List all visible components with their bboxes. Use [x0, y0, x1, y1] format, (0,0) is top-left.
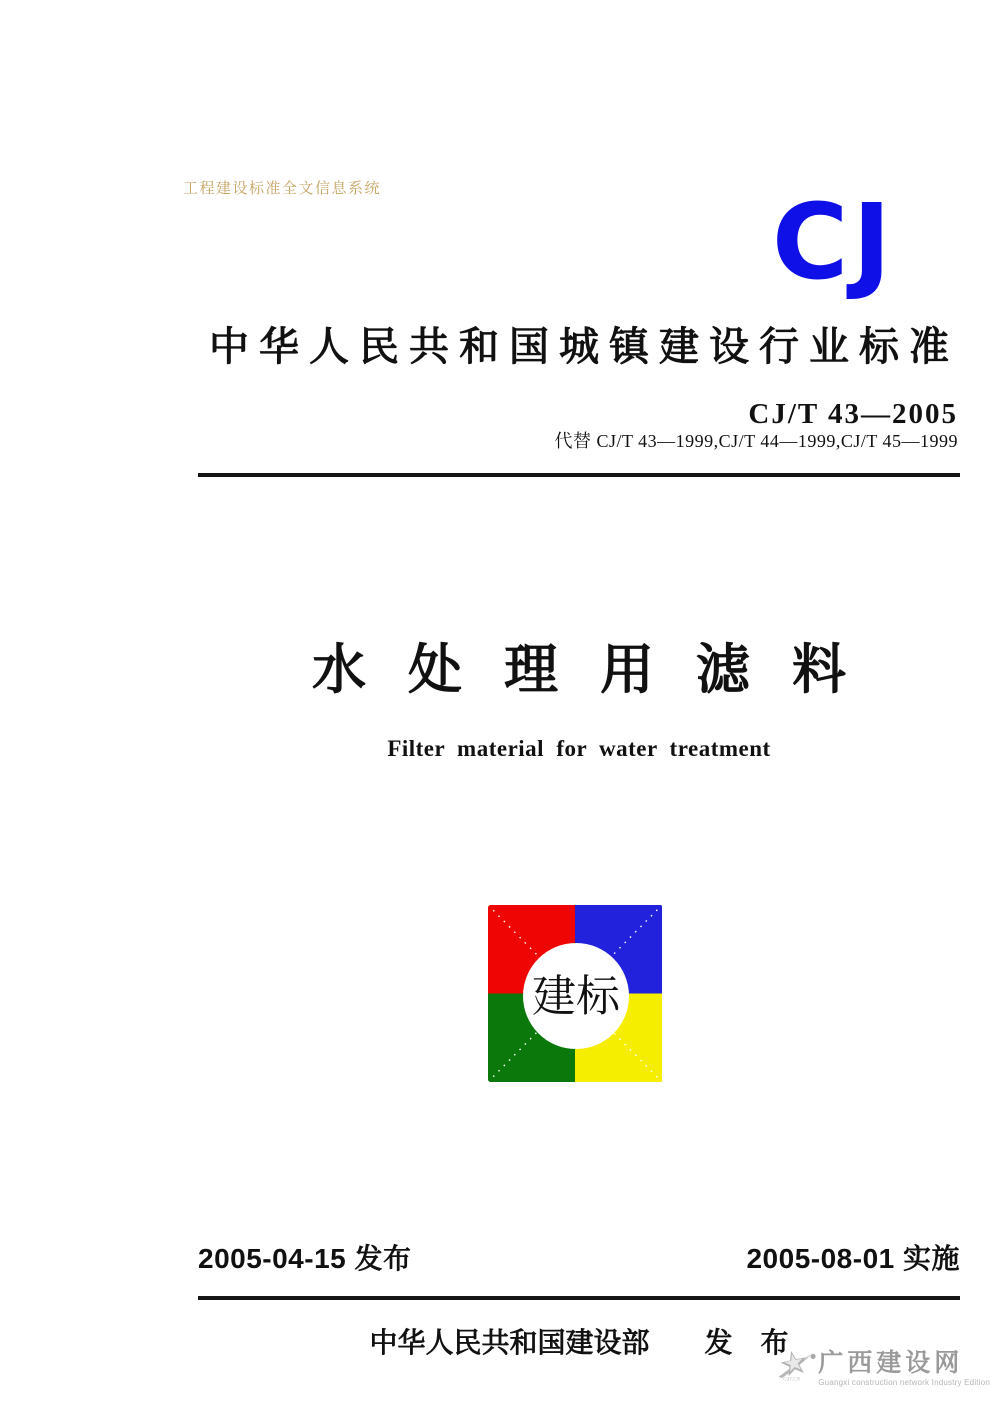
document-title-cn: 水处理用滤料: [312, 640, 888, 700]
star-signature: GXCCN: [783, 1376, 801, 1383]
star-logo-icon: [778, 1336, 816, 1394]
header-rule: [198, 473, 960, 477]
star-ball: [811, 1354, 816, 1359]
implement-date: 2005-08-01 实施: [746, 1243, 960, 1274]
system-watermark-text: 工程建设标准全文信息系统: [183, 180, 382, 197]
site-watermark-texts: [818, 1348, 990, 1388]
cj-standard-logo: CJ: [772, 181, 896, 303]
site-watermark-cn: 广西建设网: [818, 1349, 964, 1377]
standard-category-title: 中华人民共和国城镇建设行业标准: [209, 325, 959, 369]
footer-rule: [198, 1296, 960, 1300]
site-watermark: [778, 1336, 990, 1394]
document-title-en: Filter material for water treatment: [387, 736, 771, 761]
dates-row: [198, 1242, 960, 1276]
publish-action-label: 发 布: [704, 1327, 789, 1358]
standard-code: CJ/T 43—2005: [748, 398, 958, 430]
emblem-label: 建标: [532, 972, 620, 1021]
issue-date: 2005-04-15 发布: [198, 1243, 412, 1274]
site-watermark-en: Guangxi construction network Industry Edition: [818, 1378, 990, 1387]
publisher-name: 中华人民共和国建设部: [369, 1327, 650, 1358]
jianbiao-emblem-icon: [488, 905, 662, 1082]
standard-replaces-note: 代替 CJ/T 43—1999,CJ/T 44—1999,CJ/T 45—1999: [554, 431, 958, 451]
